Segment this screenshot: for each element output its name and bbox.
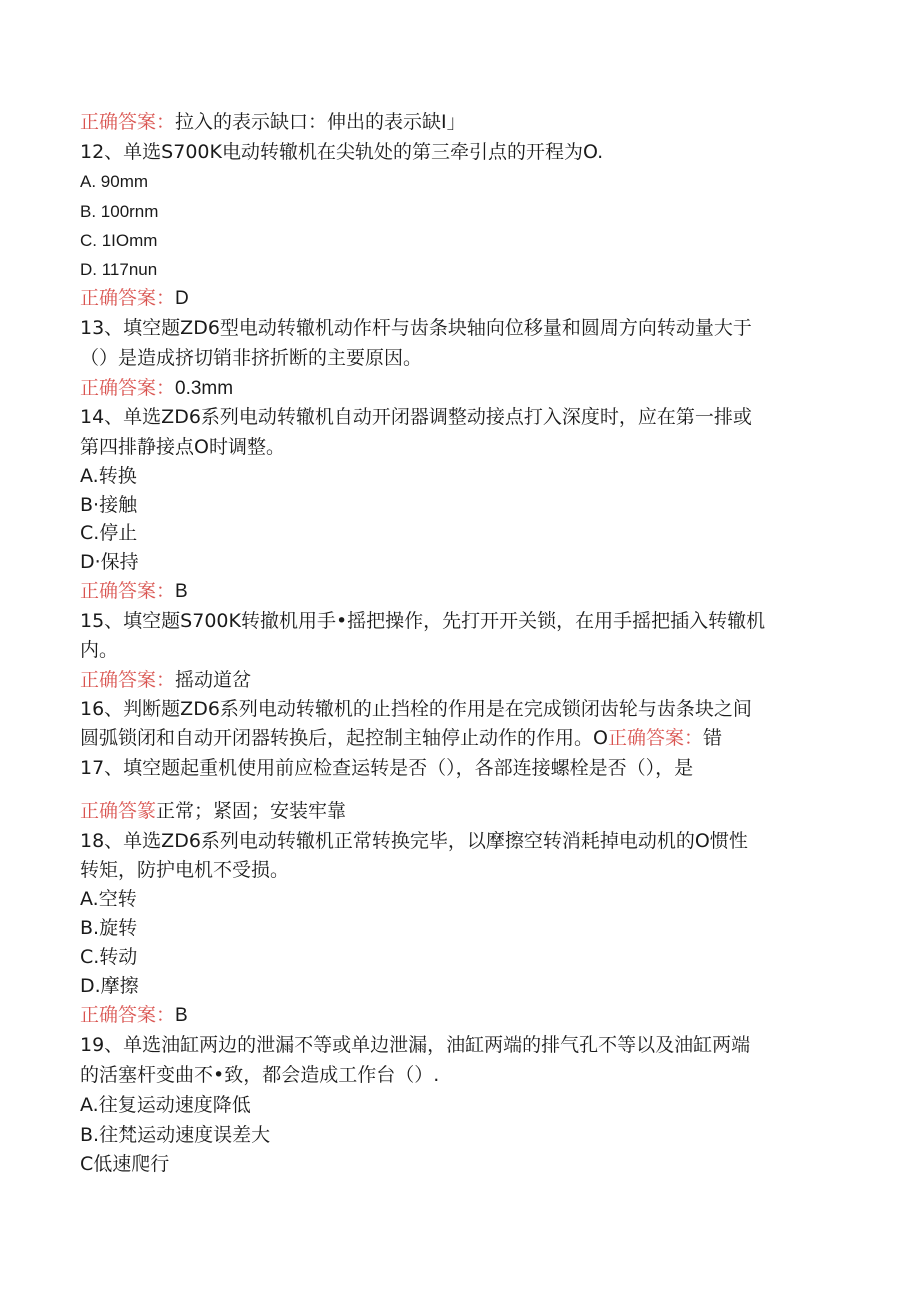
option-d: D. 117nun xyxy=(80,260,158,279)
option-a: A.往复运动速度降低 xyxy=(80,1094,251,1116)
option-c: C.停止 xyxy=(80,522,138,544)
answer-value: B xyxy=(175,581,188,602)
answer-value: D xyxy=(175,288,189,309)
option-d: D·保持 xyxy=(80,551,139,573)
answer-value: 正常；紧固；安装牢靠 xyxy=(156,800,347,822)
answer-value: 错 xyxy=(702,727,722,749)
answer-value: B xyxy=(175,1005,188,1026)
option-c: C. 1IOmm xyxy=(80,231,158,250)
answer-label: 正确答案： xyxy=(80,287,176,309)
question-15-line2: 内。 xyxy=(80,639,119,661)
question-16-line2 xyxy=(80,726,860,750)
question-17: 17、填空题起重机使用前应检查运转是否（），各部连接螺栓是否（），是 xyxy=(80,757,694,779)
answer-label: 正确答案： xyxy=(80,669,176,691)
answer-label: 正确答案： xyxy=(80,377,176,399)
option-b: B·接触 xyxy=(80,494,138,516)
question-19-line1: 19、单选油缸两边的泄漏不等或单边泄漏，油缸两端的排气孔不等以及油缸两端 xyxy=(80,1034,751,1056)
answer-value: 0.3mm xyxy=(175,378,234,399)
answer-label: 正确答案： xyxy=(80,580,176,602)
answer-label: 正确答案： xyxy=(607,727,703,749)
answer-label: 正确答案： xyxy=(80,1004,176,1026)
answer-12 xyxy=(80,286,860,311)
question-18-line1: 18、单选ZD6系列电动转辙机正常转换完毕，以摩擦空转消耗掉电动机的O惯性 xyxy=(80,830,748,852)
answer-label: 正确答案： xyxy=(80,111,176,133)
answer-11 xyxy=(80,110,860,134)
question-14-line1: 14、单选ZD6系列电动转辙机自动开闭器调整动接点打入深度时，应在第一排或 xyxy=(80,406,752,428)
answer-value: 摇动道岔 xyxy=(175,669,252,691)
question-13-line1: 13、填空题ZD6型电动转辙机动作杆与齿条块轴向位移量和圆周方向转动量大于 xyxy=(80,317,752,339)
question-13-line2: （）是造成挤切销非挤折断的主要原因。 xyxy=(80,347,423,369)
answer-15 xyxy=(80,668,860,692)
option-b: B. 100rnm xyxy=(80,202,159,221)
option-b: B.往梵运动速度误差大 xyxy=(80,1124,271,1146)
option-a: A. 90mm xyxy=(80,172,149,191)
answer-13 xyxy=(80,376,860,401)
question-15-line1: 15、填空题S700K转撤机用手•摇把操作，先打开开关锁，在用手摇把插入转辙机 xyxy=(80,610,766,632)
answer-17 xyxy=(80,799,860,823)
question-14-line2: 第四排静接点O时调整。 xyxy=(80,436,285,458)
question-19-line2: 的活塞杆变曲不•致，都会造成工作台（）. xyxy=(80,1064,440,1086)
question-16-line1: 16、判断题ZD6系列电动转辙机的止挡栓的作用是在完成锁闭齿轮与齿条块之间 xyxy=(80,698,752,720)
question-16-text: 圆弧锁闭和自动开闭器转换后，起控制主轴停止动作的作用。O xyxy=(80,727,608,749)
option-c: C低速爬行 xyxy=(80,1153,170,1175)
option-a: A.空转 xyxy=(80,888,137,910)
answer-label: 正确答篆 xyxy=(80,800,157,822)
answer-18 xyxy=(80,1003,860,1028)
option-b: B.旋转 xyxy=(80,917,138,939)
option-d: D.摩擦 xyxy=(80,975,139,997)
question-18-line2: 转矩，防护电机不受损。 xyxy=(80,859,290,881)
question-12: 12、单选S700K电动转辙机在尖轨处的第三牵引点的开程为O. xyxy=(80,141,604,163)
answer-14 xyxy=(80,579,860,604)
option-a: A.转换 xyxy=(80,465,137,487)
option-c: C.转动 xyxy=(80,946,138,968)
answer-value: 拉入的表示缺口：伸出的表示缺I」 xyxy=(175,111,466,133)
